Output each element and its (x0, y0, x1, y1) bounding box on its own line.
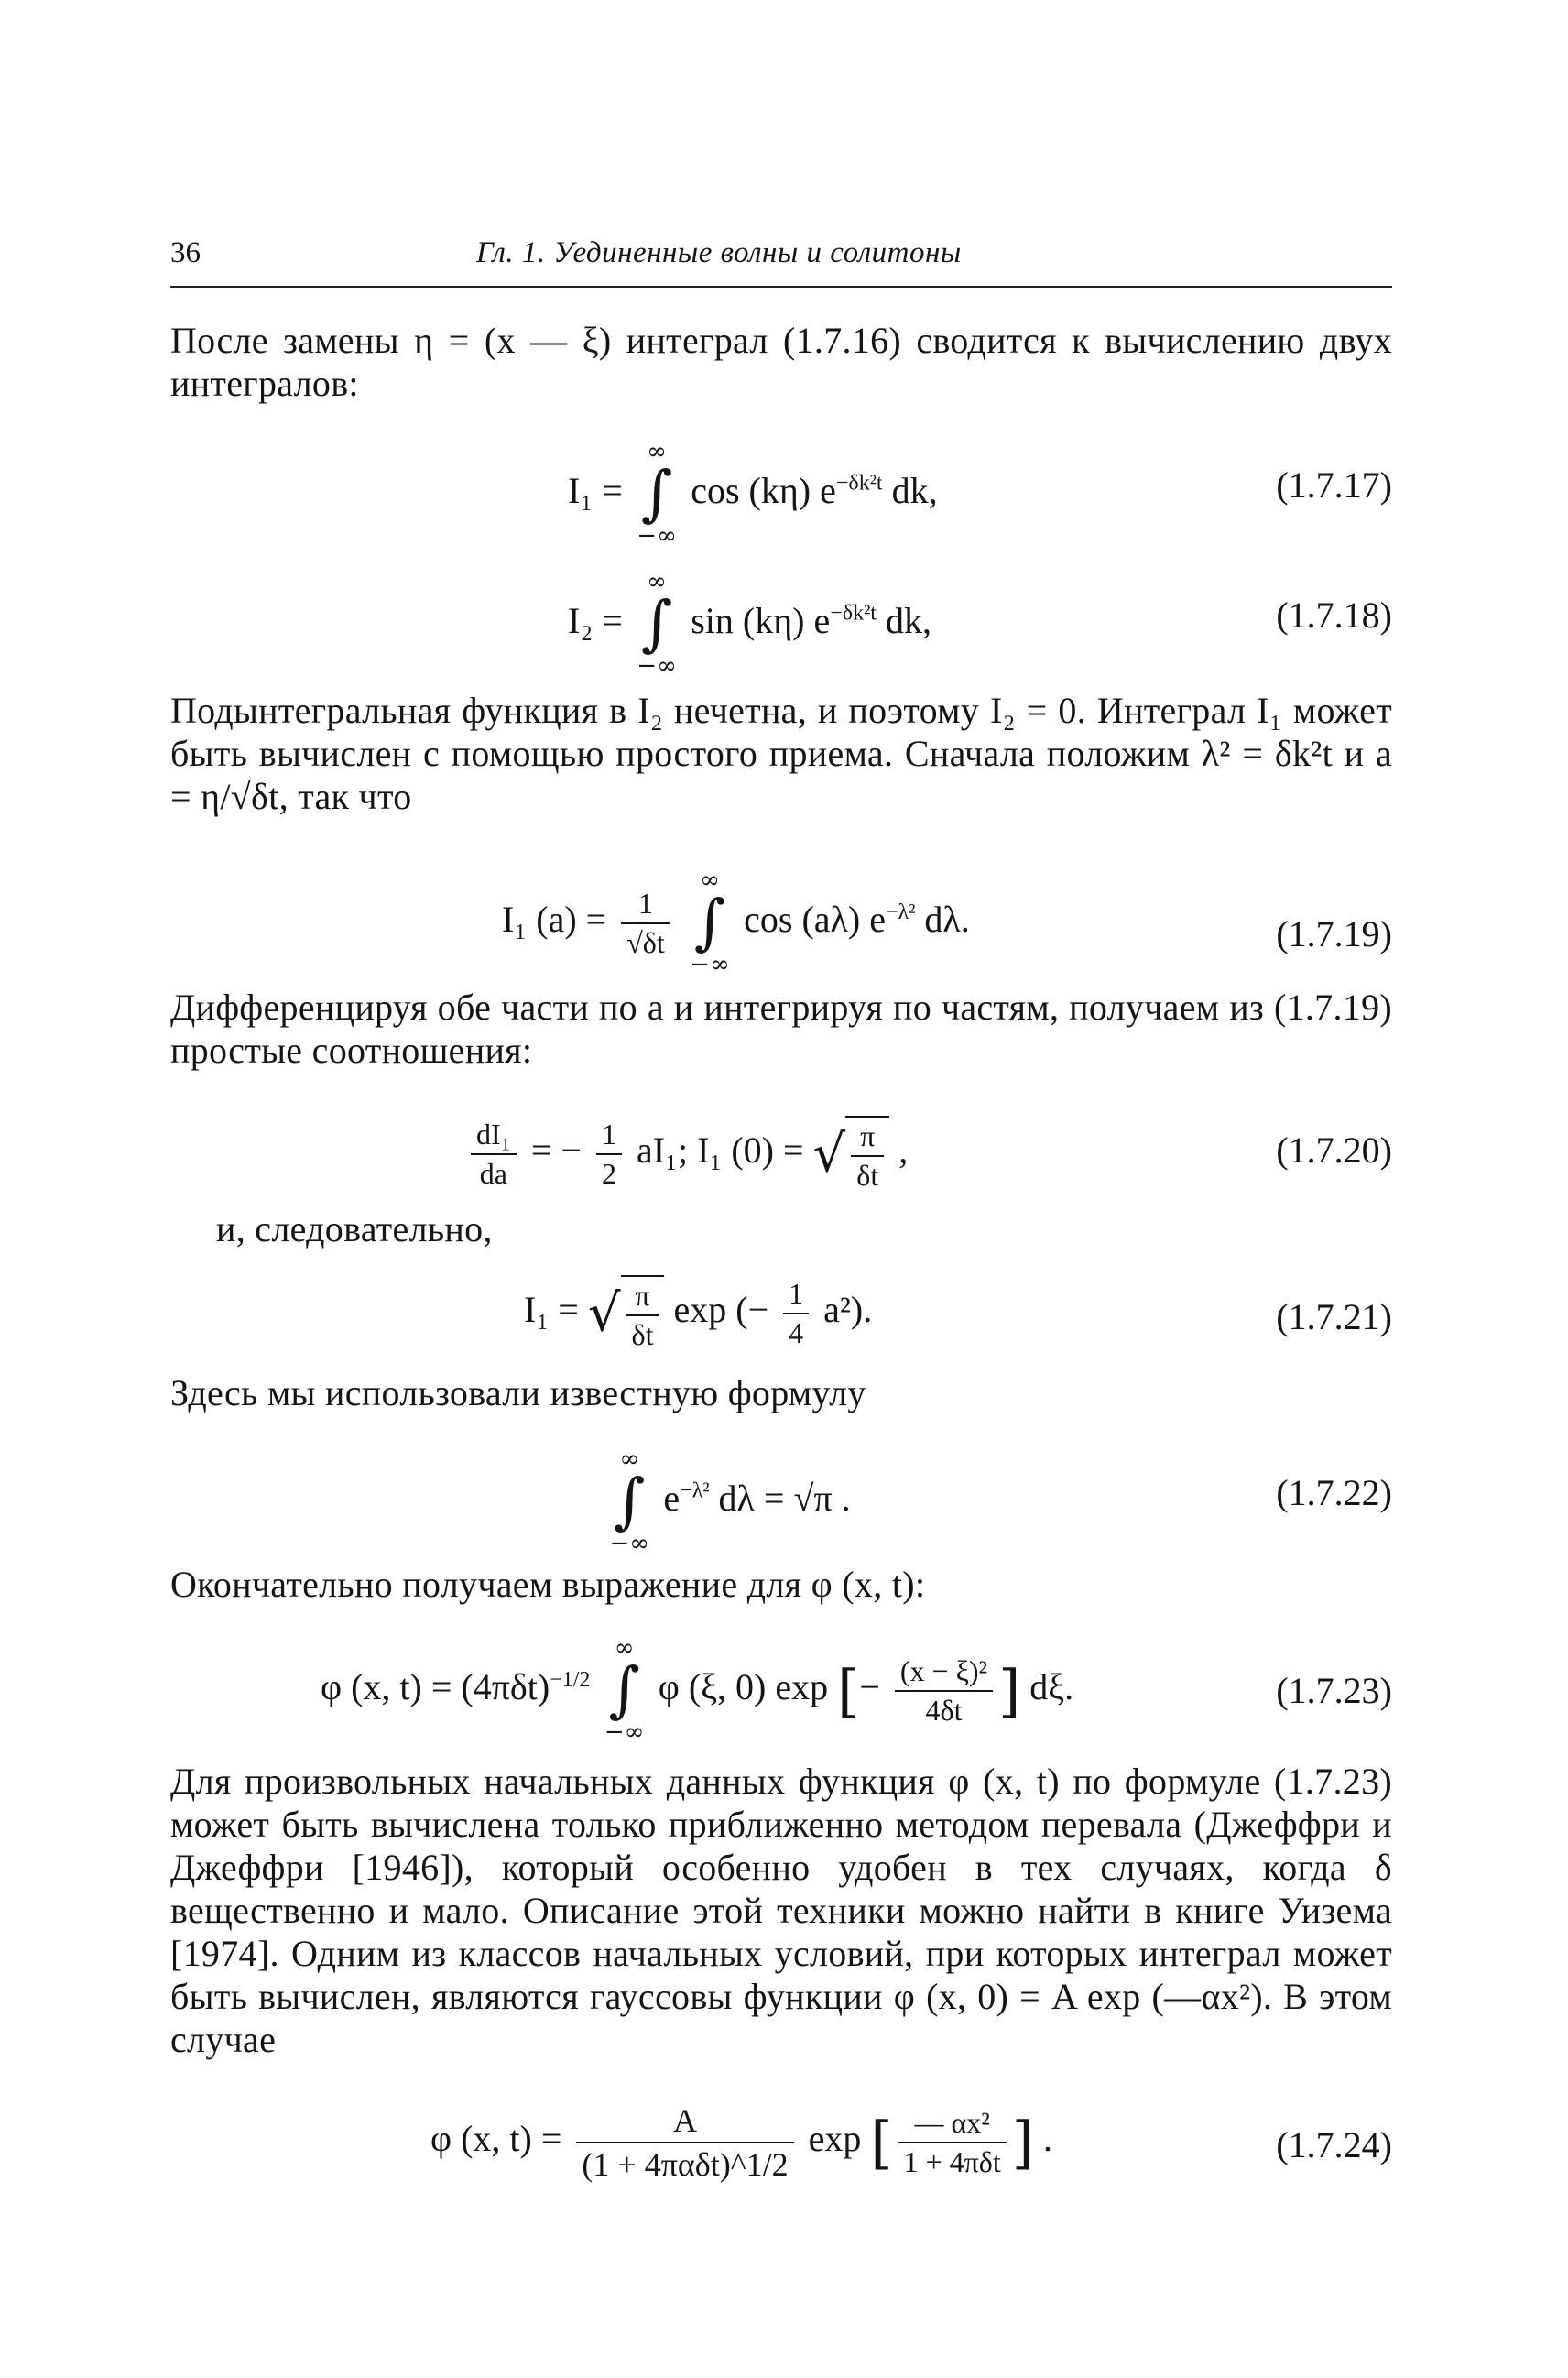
fraction (783, 1277, 809, 1350)
eq-number-1-7-18: (1.7.18) (1276, 594, 1392, 636)
equation-1-7-17 (568, 438, 938, 550)
fraction (898, 2106, 1007, 2179)
integral-sign: ∫ ∞ −∞ (637, 438, 677, 550)
equation-1-7-20 (465, 1116, 908, 1193)
eq22-body: e (663, 1478, 681, 1519)
eq18-tail: dk, (885, 600, 931, 641)
eq-number-1-7-23: (1.7.23) (1276, 1670, 1392, 1711)
fraction-denominator: da (471, 1153, 517, 1191)
fraction-numerator: 1 (601, 1118, 616, 1151)
eq20-mid: = − (530, 1129, 582, 1172)
int-lower-limit: −∞ (609, 1530, 649, 1557)
eq17-lhs: I₁ = (568, 470, 623, 511)
eq24-lhs: φ (x, t) = (430, 2118, 562, 2160)
eq23-tail: dξ. (1029, 1666, 1074, 1708)
eq23-lhs: φ (x, t) = (4πδt) (321, 1666, 550, 1708)
eq-number-1-7-21: (1.7.21) (1276, 1296, 1392, 1337)
eq23-minus: − (859, 1666, 880, 1708)
fraction-denominator: δt (626, 1314, 659, 1352)
eq18-lhs: I₂ = (568, 600, 623, 641)
eq19-body: cos (aλ) e (744, 899, 887, 941)
eq-number-1-7-17: (1.7.17) (1276, 464, 1392, 506)
int-upper-limit: ∞ (619, 1445, 640, 1473)
fraction-numerator: (x − ξ)² (899, 1654, 988, 1687)
equation-1-7-22 (604, 1445, 851, 1557)
fraction (596, 1118, 622, 1191)
fraction-numerator: 1 (789, 1277, 804, 1310)
int-upper-limit: ∞ (700, 867, 720, 895)
eq17-exp: −δk²t (835, 471, 883, 496)
radical-sign: √ (587, 1283, 621, 1344)
fraction-numerator: — αx² (914, 2106, 990, 2139)
equation-1-7-24 (430, 2101, 1052, 2184)
eq20-after: aI₁; I₁ (0) = (636, 1129, 804, 1172)
equation-1-7-19 (502, 867, 970, 979)
fraction (851, 1119, 884, 1193)
fraction (471, 1118, 517, 1191)
eq-number-1-7-22: (1.7.22) (1276, 1472, 1392, 1513)
int-upper-limit: ∞ (647, 438, 667, 465)
fraction (895, 1654, 993, 1728)
integral-sign: ∫ ∞ −∞ (604, 1634, 645, 1747)
eq20-end: , (898, 1129, 909, 1172)
equation-1-7-23 (321, 1634, 1074, 1747)
integral-sign: ∫ ∞ −∞ (609, 1445, 649, 1557)
fraction (626, 1279, 659, 1352)
fraction-numerator: dI₁ (476, 1118, 511, 1151)
eq22-exp: −λ² (680, 1478, 710, 1503)
eq18-exp: −δk²t (830, 601, 877, 626)
integral-sign: ∫ ∞ −∞ (637, 568, 677, 680)
equation-1-7-18 (568, 568, 931, 680)
eq21-close: ). (850, 1289, 873, 1331)
fraction-denominator: δt (851, 1155, 884, 1193)
eq22-tail: dλ = √π . (718, 1478, 851, 1519)
integral-sign: ∫ ∞ −∞ (690, 867, 730, 979)
eq-number-1-7-20: (1.7.20) (1276, 1129, 1392, 1171)
int-upper-limit: ∞ (614, 1634, 635, 1663)
equation-1-7-21 (524, 1275, 872, 1352)
fraction-numerator: 1 (637, 887, 653, 920)
eq21-lhs: I₁ = (524, 1289, 579, 1331)
int-lower-limit: −∞ (690, 951, 730, 979)
paragraph-3: Дифференцируя обе части по a и интегрируя по частям, получаем из (1.7.19) простые соотношения: (170, 987, 1392, 1071)
paragraph-7: Для произвольных начальных данных функция φ (x, t) по формуле (1.7.23) может быть вычислена только приближенно методом перевала (Джеффри и Джеффри [1946]), который особенно удобен в тех случаях, когда δ вещественно и мало. Описание этой техники можно найти в книге Уизема [1974]. Одним из классов начальных условий, при которых интеграл может быть вычислен, являются гауссовы функции φ (x, 0) = A exp (—αx²). В этом случае (170, 1761, 1392, 2060)
paragraph-5: Здесь мы использовали известную формулу (170, 1372, 866, 1413)
int-upper-limit: ∞ (647, 568, 667, 595)
fraction-denominator: 2 (596, 1153, 622, 1191)
eq23-body: φ (ξ, 0) exp (658, 1666, 829, 1708)
fraction-denominator: 4δt (895, 1690, 993, 1728)
fraction-numerator: A (673, 2102, 697, 2139)
eq19-exp: −λ² (886, 900, 916, 924)
left-bracket: [ (870, 2109, 893, 2176)
fraction-denominator: 4 (783, 1313, 809, 1350)
fraction-denominator: 1 + 4πδt (898, 2142, 1007, 2179)
eq-number-1-7-19: (1.7.19) (1276, 913, 1392, 954)
paragraph-4: и, следовательно, (216, 1208, 493, 1249)
paragraph-6: Окончательно получаем выражение для φ (x, t): (170, 1564, 926, 1605)
eq17-tail: dk, (891, 470, 938, 511)
fraction (576, 2101, 793, 2184)
paragraph-1: После замены η = (x — ξ) интеграл (1.7.16) сводится к вычислению двух интегралов: (170, 320, 1392, 404)
int-lower-limit: −∞ (604, 1718, 645, 1747)
fraction-numerator: π (635, 1279, 650, 1312)
eq21-open: (− (735, 1289, 769, 1331)
fraction-denominator: √δt (621, 922, 670, 960)
fraction-denominator: (1 + 4παδt)^1/2 (576, 2142, 793, 2184)
eq17-body: cos (kη) e (691, 470, 836, 511)
eq24-end: . (1042, 2118, 1052, 2160)
fraction (621, 887, 670, 960)
left-bracket: [ (837, 1657, 860, 1725)
right-bracket: ] (998, 1657, 1021, 1725)
header-rule (170, 286, 1392, 288)
square-root (588, 1275, 665, 1352)
eq18-body: sin (kη) e (691, 600, 831, 641)
eq21-exp-word: exp (673, 1289, 727, 1331)
eq19-lhs: I₁ (a) = (502, 899, 607, 941)
fraction-numerator: π (860, 1119, 876, 1152)
page-number: 36 (170, 236, 201, 269)
square-root (813, 1116, 890, 1193)
eq23-lhs-exp: −1/2 (550, 1667, 591, 1692)
eq24-exp-word: exp (808, 2118, 862, 2160)
eq19-tail: dλ. (924, 899, 970, 941)
int-lower-limit: −∞ (637, 652, 677, 680)
right-bracket: ] (1011, 2109, 1034, 2176)
int-lower-limit: −∞ (637, 522, 677, 550)
radical-sign: √ (812, 1124, 846, 1184)
eq21-a2: a² (823, 1289, 851, 1331)
paragraph-2: Подынтегральная функция в I₂ нечетна, и поэтому I₂ = 0. Интеграл I₁ может быть вычислен с помощью простого приема. Сначала положим λ² = δk²t и a = η/√δt, так что (170, 690, 1392, 817)
running-title: Гл. 1. Уединенные волны и солитоны (476, 236, 962, 269)
eq-number-1-7-24: (1.7.24) (1276, 2124, 1392, 2165)
